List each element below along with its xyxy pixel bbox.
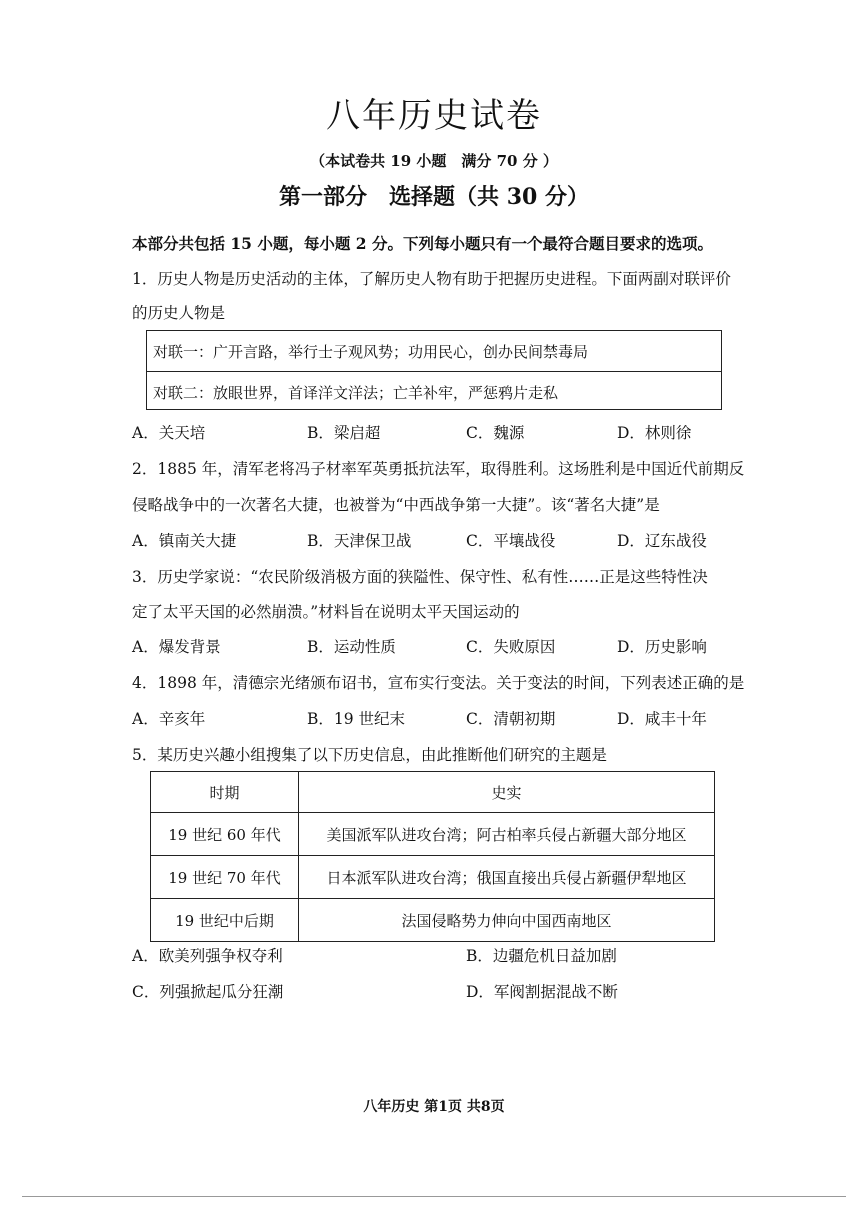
instructions: 本部分共包括 15 小题，每小题 2 分。下列每小题只有一个最符合题目要求的选项。 [132, 234, 713, 253]
table-cell-period: 19 世纪 70 年代 [151, 856, 299, 899]
q1-stem-line2: 的历史人物是 [132, 304, 226, 322]
q3-option-a[interactable]: A．爆发背景 [132, 638, 221, 656]
q2-option-a[interactable]: A．镇南关大捷 [132, 532, 237, 550]
table-cell-period: 19 世纪 60 年代 [151, 813, 299, 856]
q2-option-b[interactable]: B．天津保卫战 [307, 532, 412, 550]
q5-option-b[interactable]: B．边疆危机日益加剧 [466, 947, 617, 965]
table-header-period: 时期 [151, 772, 299, 813]
couplet-divider [147, 371, 721, 372]
q5-option-c[interactable]: C．列强掀起瓜分狂潮 [132, 983, 284, 1001]
exam-subtitle: （本试卷共 19 小题 满分 70 分 ） [310, 152, 558, 170]
q1-couplet-box [146, 330, 722, 410]
q2-stem-line1: 2．1885 年，清军老将冯子材率军英勇抵抗法军，取得胜利。这场胜利是中国近代前期反 [132, 460, 745, 478]
q5-option-a[interactable]: A．欧美列强争权夺利 [132, 947, 283, 965]
q3-option-d[interactable]: D．历史影响 [617, 638, 707, 656]
q4-stem-line1: 4．1898 年，清德宗光绪颁布诏书，宣布实行变法。关于变法的时间，下列表述正确的是 [132, 674, 745, 692]
table-row [151, 856, 715, 899]
q2-stem-line2: 侵略战争中的一次著名大捷，也被誉为“中西战争第一大捷”。该“著名大捷”是 [132, 496, 660, 514]
q1-option-b[interactable]: B．梁启超 [307, 424, 381, 442]
table-cell-period: 19 世纪中后期 [151, 899, 299, 942]
table-header-row [151, 772, 715, 813]
q3-option-c[interactable]: C．失败原因 [466, 638, 556, 656]
q1-stem-line1: 1．历史人物是历史活动的主体，了解历史人物有助于把握历史进程。下面两副对联评价 [132, 270, 731, 288]
q4-option-a[interactable]: A．辛亥年 [132, 710, 206, 728]
q3-stem-line1: 3．历史学家说：“农民阶级消极方面的狭隘性、保守性、私有性……正是这些特性决 [132, 568, 708, 586]
table-cell-fact: 法国侵略势力伸向中国西南地区 [299, 899, 715, 942]
q4-option-c[interactable]: C．清朝初期 [466, 710, 556, 728]
table-row [151, 813, 715, 856]
q2-option-d[interactable]: D．辽东战役 [617, 532, 707, 550]
q5-stem-line1: 5．某历史兴趣小组搜集了以下历史信息，由此推断他们研究的主题是 [132, 746, 607, 764]
q1-option-a[interactable]: A．关天培 [132, 424, 206, 442]
q4-option-d[interactable]: D．咸丰十年 [617, 710, 707, 728]
q3-option-b[interactable]: B．运动性质 [307, 638, 396, 656]
table-cell-fact: 美国派军队进攻台湾；阿古柏率兵侵占新疆大部分地区 [299, 813, 715, 856]
table-cell-fact: 日本派军队进攻台湾；俄国直接出兵侵占新疆伊犁地区 [299, 856, 715, 899]
q1-option-d[interactable]: D．林则徐 [617, 424, 692, 442]
q5-option-d[interactable]: D．军阀割据混战不断 [466, 983, 618, 1001]
bottom-divider [22, 1196, 846, 1197]
q1-couplet-2: 对联二：放眼世界，首译洋文洋法；亡羊补牢，严惩鸦片走私 [153, 384, 559, 402]
page-footer: 八年历史 第1页 共8页 [363, 1099, 505, 1115]
table-row [151, 899, 715, 942]
table-header-facts: 史实 [299, 772, 715, 813]
exam-title: 八年历史试卷 [326, 96, 542, 136]
q1-option-c[interactable]: C．魏源 [466, 424, 525, 442]
part-title: 第一部分 选择题（共 30 分） [279, 184, 589, 210]
q3-stem-line2: 定了太平天国的必然崩溃。”材料旨在说明太平天国运动的 [132, 603, 520, 621]
q1-couplet-1: 对联一：广开言路，举行士子观风势；功用民心，创办民间禁毒局 [153, 343, 589, 361]
q2-option-c[interactable]: C．平壤战役 [466, 532, 556, 550]
q5-history-table [150, 771, 715, 942]
q4-option-b[interactable]: B．19 世纪末 [307, 710, 406, 728]
